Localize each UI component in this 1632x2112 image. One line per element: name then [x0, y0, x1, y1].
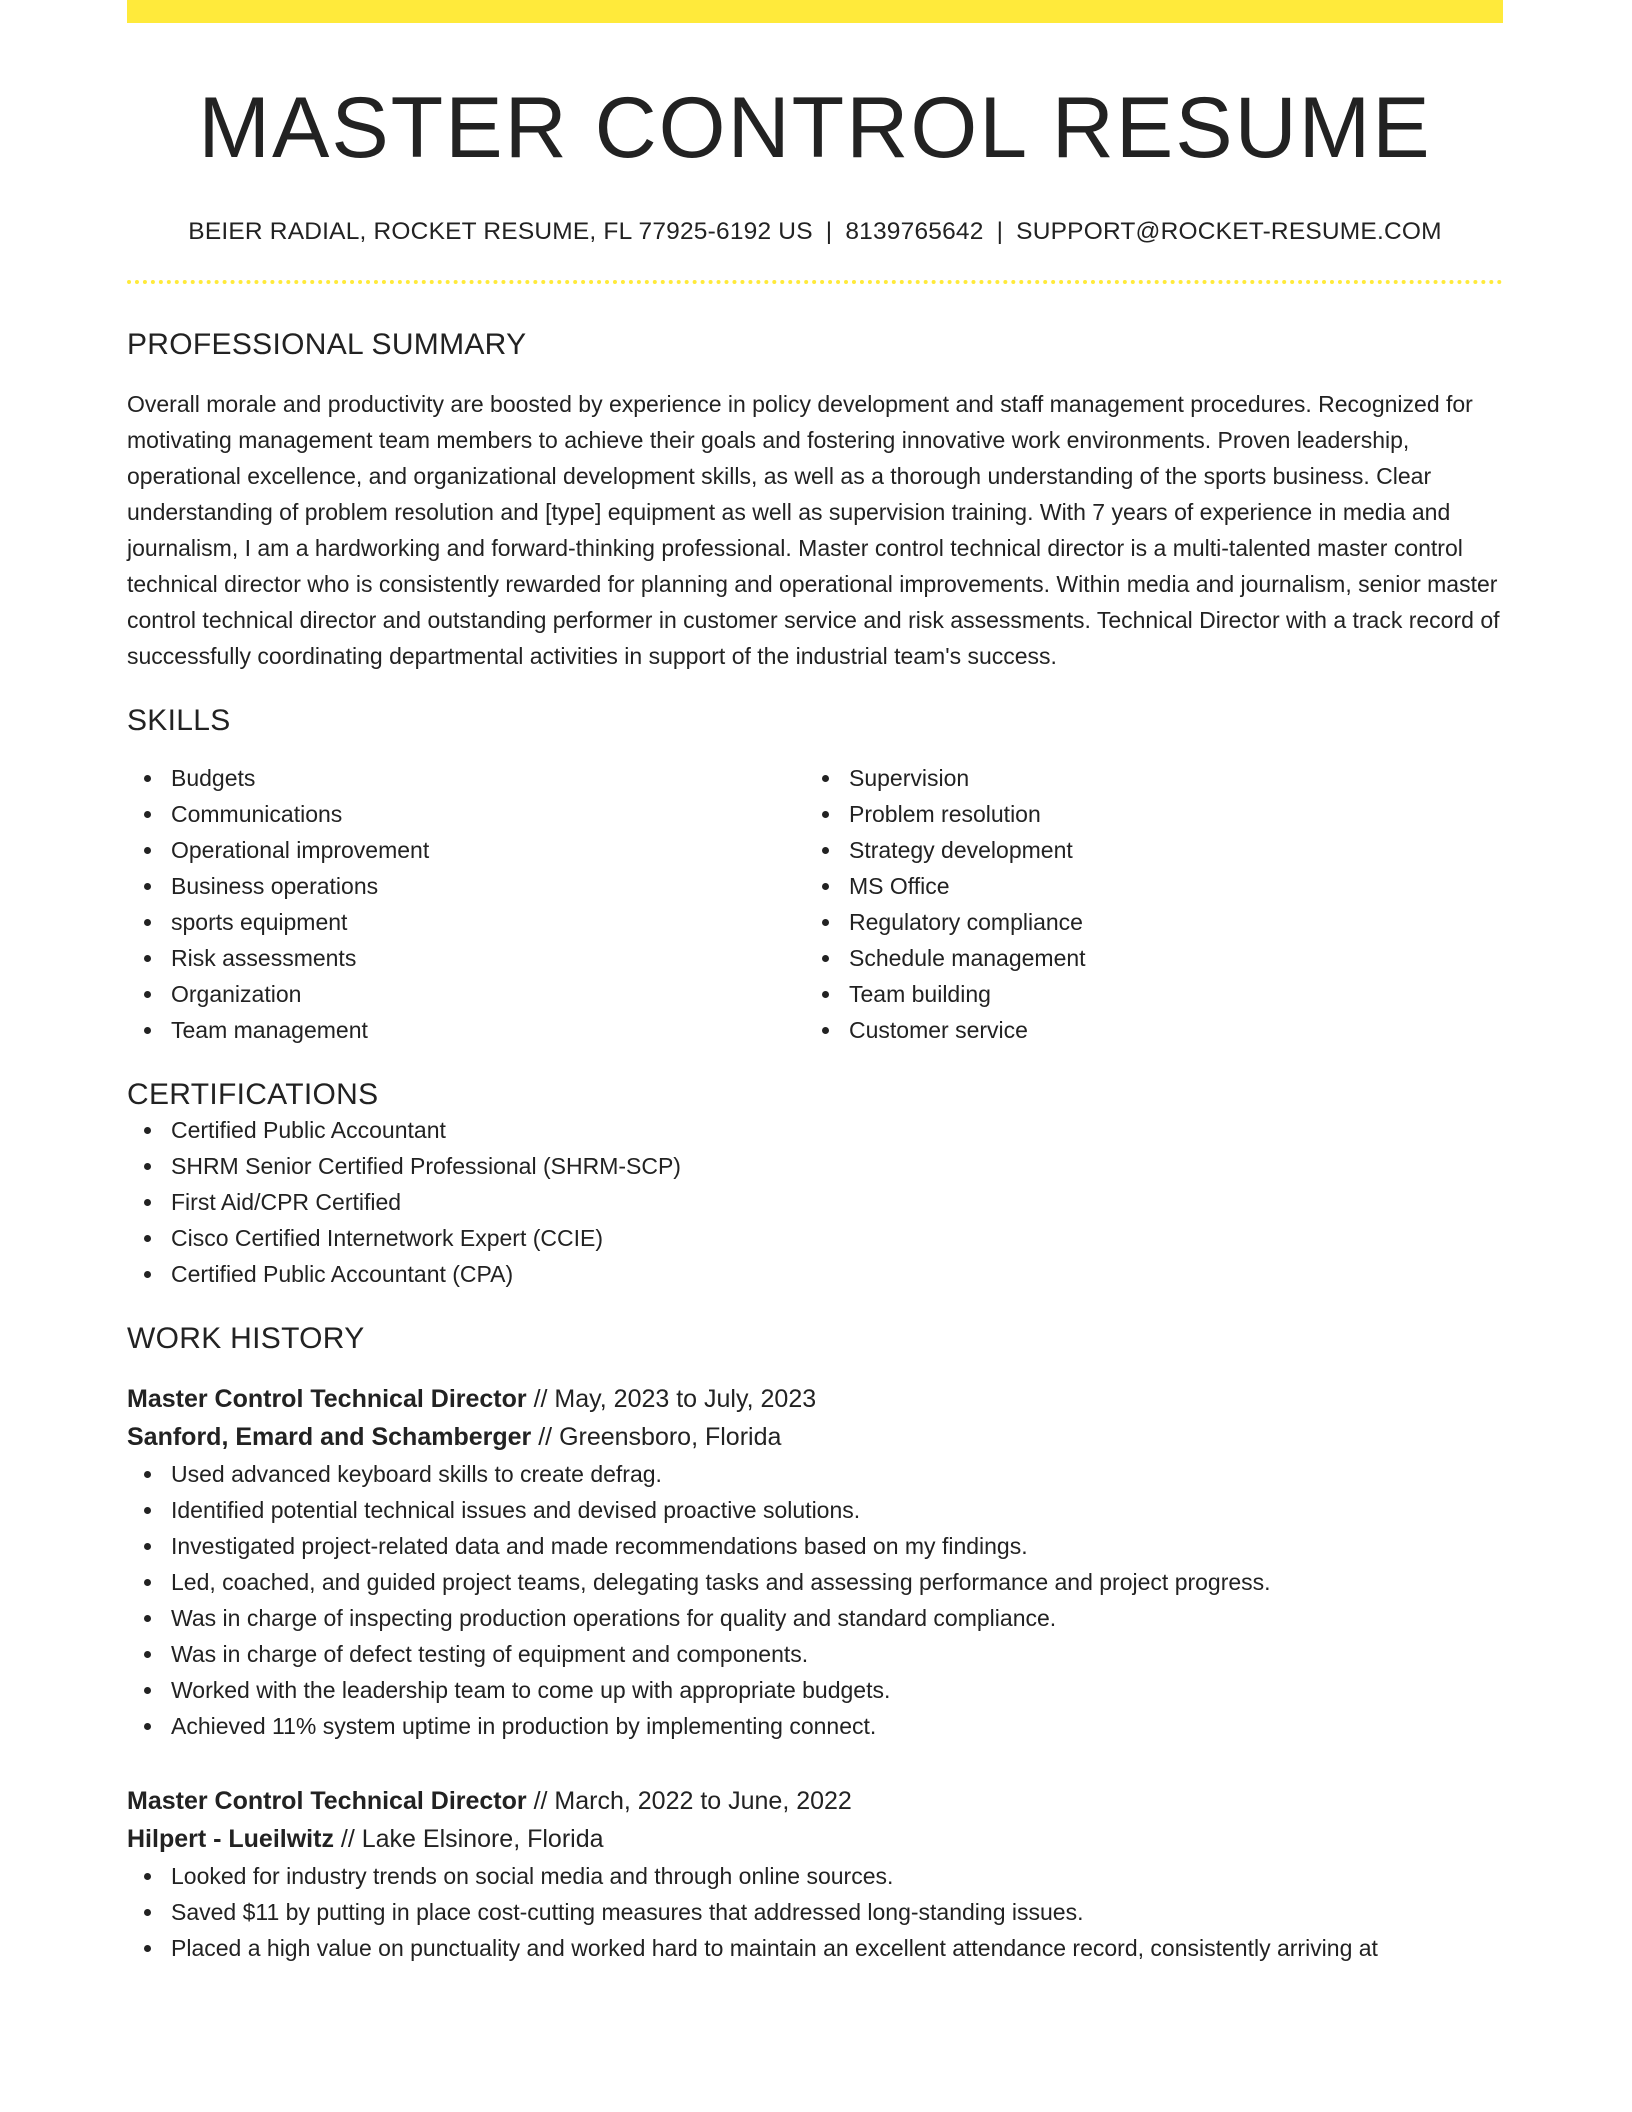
- certification-item: Certified Public Accountant: [127, 1112, 1503, 1148]
- certification-item: SHRM Senior Certified Professional (SHRM-SCP): [127, 1148, 1503, 1184]
- certifications-list: [127, 1112, 1503, 1292]
- certification-item: First Aid/CPR Certified: [127, 1184, 1503, 1220]
- job-company: Sanford, Emard and Schamberger: [127, 1422, 532, 1451]
- contact-email: SUPPORT@ROCKET-RESUME.COM: [1016, 217, 1442, 245]
- skill-item: Risk assessments: [127, 940, 805, 976]
- job-task-item: Led, coached, and guided project teams, delegating tasks and assessing performance and project progress.: [127, 1564, 1503, 1600]
- job-location: // Greensboro, Florida: [531, 1422, 782, 1451]
- job-task-item: Worked with the leadership team to come up with appropriate budgets.: [127, 1672, 1503, 1708]
- skill-item: Schedule management: [805, 940, 1483, 976]
- skill-item: Organization: [127, 976, 805, 1012]
- certification-item: Certified Public Accountant (CPA): [127, 1256, 1503, 1292]
- skills-right-list: [805, 760, 1483, 1048]
- skill-item: sports equipment: [127, 904, 805, 940]
- skill-item: Team management: [127, 1012, 805, 1048]
- job-entry: [127, 1380, 1503, 1744]
- skill-item: Regulatory compliance: [805, 904, 1483, 940]
- job-task-item: Looked for industry trends on social media and through online sources.: [127, 1858, 1503, 1894]
- skill-item: Customer service: [805, 1012, 1483, 1048]
- skill-item: Supervision: [805, 760, 1483, 796]
- job-location: // Lake Elsinore, Florida: [333, 1824, 604, 1853]
- job-task-item: Placed a high value on punctuality and worked hard to maintain an excellent attendance record, consistently arriving at: [127, 1930, 1503, 1966]
- skill-item: Team building: [805, 976, 1483, 1012]
- skill-item: Communications: [127, 796, 805, 832]
- work-history-heading: WORK HISTORY: [127, 1321, 365, 1355]
- summary-heading: PROFESSIONAL SUMMARY: [127, 327, 527, 361]
- job-company-line: [127, 1820, 1503, 1858]
- skills-left-list: [127, 760, 805, 1048]
- job-company-line: [127, 1418, 1503, 1456]
- resume-page: [127, 0, 1503, 1966]
- skill-item: Budgets: [127, 760, 805, 796]
- job-dates: // May, 2023 to July, 2023: [526, 1384, 817, 1413]
- job-dates: // March, 2022 to June, 2022: [526, 1786, 852, 1815]
- job-company: Hilpert - Lueilwitz: [127, 1824, 334, 1853]
- job-task-item: Was in charge of inspecting production operations for quality and standard compliance.: [127, 1600, 1503, 1636]
- contact-line: [127, 218, 1503, 246]
- skill-item: MS Office: [805, 868, 1483, 904]
- job-entry: [127, 1782, 1503, 1966]
- job-position: Master Control Technical Director: [127, 1786, 527, 1815]
- certification-item: Cisco Certified Internetwork Expert (CCIE): [127, 1220, 1503, 1256]
- job-title-line: [127, 1380, 1503, 1418]
- job-task-item: Saved $11 by putting in place cost-cutting measures that addressed long-standing issues.: [127, 1894, 1503, 1930]
- job-title-line: [127, 1782, 1503, 1820]
- job-position: Master Control Technical Director: [127, 1384, 527, 1413]
- contact-phone: 8139765642: [845, 217, 984, 245]
- header-divider: [127, 280, 1503, 284]
- skills-columns: [127, 760, 1503, 1048]
- job-tasks-list: [127, 1456, 1503, 1744]
- contact-address: BEIER RADIAL, ROCKET RESUME, FL 77925-6192 US: [188, 217, 813, 245]
- resume-name: MASTER CONTROL RESUME: [198, 80, 1432, 176]
- certifications-heading: CERTIFICATIONS: [127, 1077, 379, 1111]
- skill-item: Problem resolution: [805, 796, 1483, 832]
- job-task-item: Used advanced keyboard skills to create defrag.: [127, 1456, 1503, 1492]
- job-tasks-list: [127, 1858, 1503, 1966]
- top-accent-bar: [127, 0, 1503, 23]
- job-task-item: Investigated project-related data and made recommendations based on my findings.: [127, 1528, 1503, 1564]
- contact-separator: |: [825, 217, 833, 245]
- job-task-item: Achieved 11% system uptime in production by implementing connect.: [127, 1708, 1503, 1744]
- skill-item: Operational improvement: [127, 832, 805, 868]
- skill-item: Business operations: [127, 868, 805, 904]
- summary-text: Overall morale and productivity are boosted by experience in policy development and staff management procedures. Recognized for motivating management team members to achieve their goals and fostering innovative work environments. Proven leadership, operational excellence, and organizational development skills, as well as a thorough understanding of the sports business. Clear understanding of problem resolution and [type] equipment as well as supervision training. With 7 years of experience in media and journalism, I am a hardworking and forward-thinking professional. Master control technical director is a multi-talented master control technical director who is consistently rewarded for planning and operational improvements. Within media and journalism, senior master control technical director and outstanding performer in customer service and risk assessments. Technical Director with a track record of successfully coordinating departmental activities in support of the industrial team's success.: [127, 390, 1500, 669]
- contact-separator: |: [996, 217, 1004, 245]
- skill-item: Strategy development: [805, 832, 1483, 868]
- skills-heading: SKILLS: [127, 703, 231, 737]
- job-task-item: Was in charge of defect testing of equipment and components.: [127, 1636, 1503, 1672]
- job-task-item: Identified potential technical issues and devised proactive solutions.: [127, 1492, 1503, 1528]
